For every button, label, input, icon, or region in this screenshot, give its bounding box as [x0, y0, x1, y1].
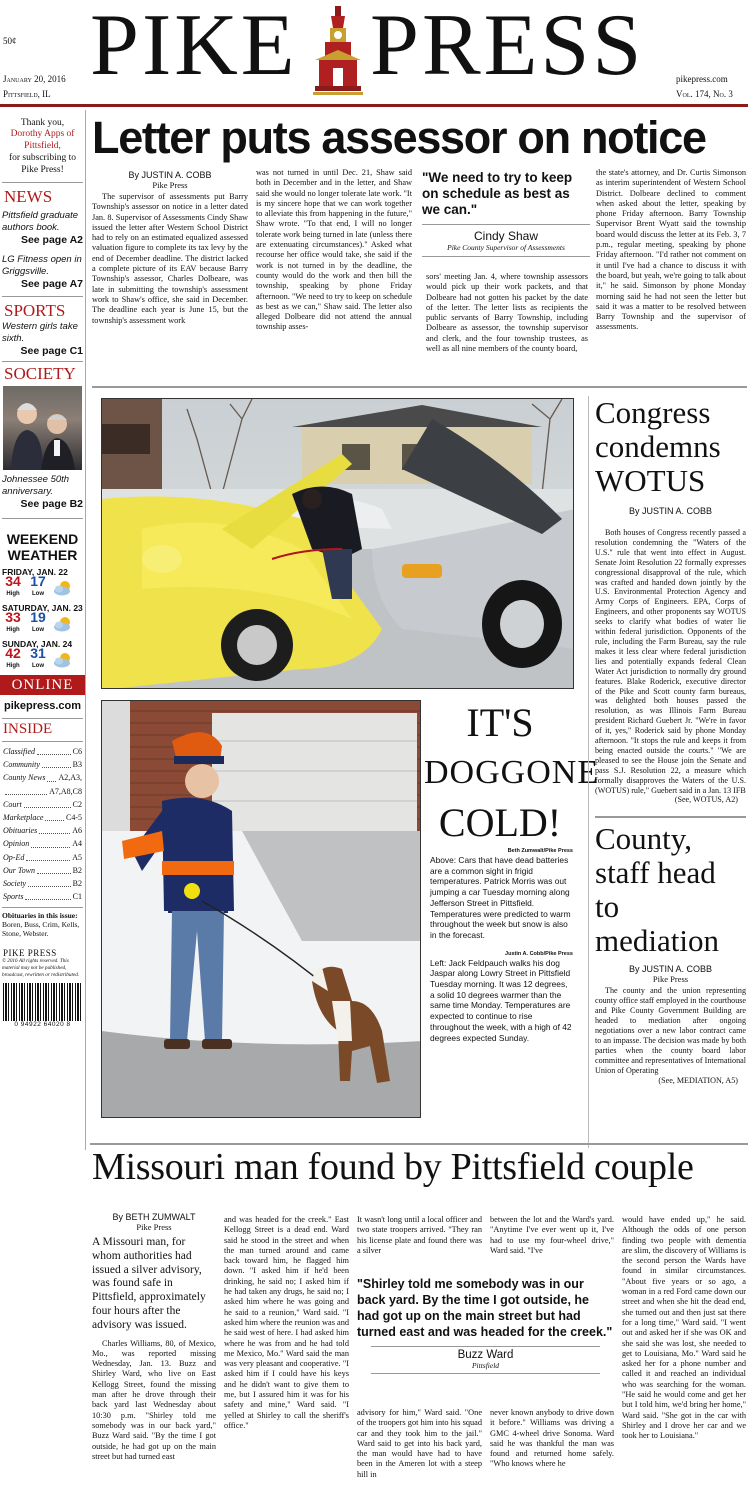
index-section: Community: [3, 760, 40, 770]
missouri-text: between the lot and the Ward's yard. "Anytime I've ever went up it, I've had to use my four-wheel drive," Ward said. "I've: [490, 1215, 614, 1255]
weather-heading-line1: WEEKEND: [6, 531, 79, 547]
index-section: Opinion: [3, 839, 30, 849]
weather-low: [27, 611, 49, 637]
sidebar: [0, 110, 86, 1150]
index-page: B2: [72, 865, 82, 875]
weather-low: [27, 647, 49, 673]
county-text: The county and the union representing county office staff employed in the courthouse and Pike County Government Building are headed to mediation after ongoing negotiations over a new labor contract came to an impasse. The decision was made by both parties when the county board labor committee and representatives of International Union of Operating: [595, 986, 746, 1075]
lead-col2: [256, 168, 412, 333]
weather-high-label: High: [6, 663, 20, 669]
index-section: Marketplace: [3, 813, 44, 823]
thanks-message: for subscribing to Pike Press!: [8, 153, 77, 175]
doggone-title-line1: IT'S: [466, 700, 534, 745]
lead-headline: Letter puts assessor on notice: [92, 112, 706, 163]
missouri-text-col1: [92, 1339, 216, 1463]
masthead-title-pike: PIKE: [90, 0, 298, 94]
congress-story: [588, 396, 746, 1148]
obits-label: Obituaries in this issue:: [2, 911, 78, 921]
county-body: [595, 986, 746, 1075]
weather-high: [2, 575, 24, 601]
weather-high: [2, 647, 24, 673]
weather-low-value: 19: [30, 609, 46, 625]
website[interactable]: pikepress.com: [676, 74, 728, 84]
weather-low-label: Low: [32, 627, 44, 633]
thanks-name: Dorothy Apps of Pittsfield,: [10, 129, 75, 151]
congress-byline: By JUSTIN A. COBB: [628, 506, 713, 516]
index-row[interactable]: [0, 758, 85, 771]
missouri-pullquote-text: "Shirley told me somebody was in our back yard. By the time I got outside, he had got up on the main street but had turned east and was headed for the creek.": [357, 1277, 613, 1339]
index-row[interactable]: [0, 824, 85, 837]
society-photo: [3, 386, 82, 470]
index-page: B2: [72, 879, 82, 889]
weather-day: SUNDAY, JAN. 24: [2, 639, 73, 649]
weather-row: [0, 573, 85, 599]
online-banner[interactable]: ONLINE: [0, 675, 85, 695]
missouri-col5: [622, 1215, 746, 1442]
sports-text: Western girls take sixth.: [2, 321, 78, 344]
news-heading: NEWS: [4, 187, 53, 206]
missouri-col4b: [490, 1408, 614, 1470]
lead-byline: By JUSTIN A. COBB: [128, 170, 212, 180]
index-page: A5: [72, 852, 82, 862]
issue-city: Pittsfield, IL: [3, 89, 51, 99]
index-section: Society: [3, 879, 27, 889]
weather-high: [2, 611, 24, 637]
index-page: B3: [72, 760, 82, 770]
index-list: [0, 745, 85, 903]
photo-caption-1: Above: Cars that have dead batteries are a common sight in frigid temperatures. Patrick Morris was out jumping a car Tuesday morning along Jefferson Street in Pittsfield. Temperatures were predicted to warm throughout the week but snow is also in the forecast.: [430, 855, 571, 940]
doggone-title-line2: DOGGONE: [424, 754, 600, 791]
barcode-number: 0 94922 64020 8: [14, 1021, 71, 1029]
index-row[interactable]: [0, 745, 85, 758]
index-row[interactable]: [0, 864, 85, 877]
missouri-pullquote-title: Pittsfield: [471, 1361, 500, 1370]
congress-jump[interactable]: (See, WOTUS, A2): [674, 795, 738, 805]
lead-text: the state's attorney, and Dr. Curtis Simonson as interim superintendent of Western School District. Dolbeare declined to comment when asked about the letter, speaking by phone Friday afternoon. Barry Township Supervisor Brent Wyatt said the township board would discuss the letter at its Feb. 3, 7 p.m., regular meeting, speaking by phone Friday afternoon. "I'd rather not comment on it until I've had a chance to discuss it with the board, but yeah, we're going to talk about it," he said. Simonson by phone Monday morning said he had not seen the letter but said it was a matter to be resolved between Barry Township and the supervisor of assessments.: [596, 168, 746, 332]
congress-body: [595, 528, 746, 795]
news-item-see[interactable]: See page A2: [20, 234, 83, 246]
small-logo: PIKE PRESS: [3, 948, 57, 959]
weather-low-value: 17: [30, 573, 46, 589]
copyright: © 2016 All rights reserved. This material may not be published, broadcast, rewritten or redistributed.: [2, 958, 80, 979]
missouri-pullquote: [357, 1276, 614, 1374]
barcode: [3, 983, 82, 1021]
county-headline: County, staff head to mediation: [595, 821, 719, 959]
partly-cloudy-icon: [52, 651, 74, 669]
online-url[interactable]: pikepress.com: [3, 700, 82, 712]
weather-high-value: 42: [5, 645, 21, 661]
missouri-text: would have ended up," he said. Although the odds of one person finding two people with dementia are slim, the discovery of Williams is the second person the Wards have found in similar circumstances. "About five years or so ago, a woman in a red Ford came down our street and when she hit the dead end, she turned out and then just sat there for a long time," Ward said. "I went out and asked her if she was OK and she said she was lost, she needed to get to Louisiana, Mo." Ward said he asked her for a phone number and called it and reached an individual who was searching for the woman. "He said he would come and get her but I told him, we'd bring her home," Ward said. "She got in the car with Shirley and I drove her car and we took her to Louisiana.": [622, 1215, 746, 1441]
partly-cloudy-icon: [52, 579, 74, 597]
index-section: Our Town: [3, 865, 35, 875]
weather-heading-line2: WEATHER: [7, 547, 78, 563]
news-item-text: LG Fitness open in Griggsville.: [2, 254, 82, 277]
news-item-see[interactable]: See page A7: [20, 278, 83, 290]
obits: [0, 908, 85, 938]
lead-text-col1: [92, 192, 248, 326]
index-section: Op-Ed: [3, 852, 25, 862]
index-row[interactable]: [0, 771, 85, 784]
lead-pullquote-title: Pike County Supervisor of Assessments: [447, 243, 565, 252]
missouri-col3b: [357, 1408, 482, 1480]
index-row[interactable]: [0, 811, 85, 824]
missouri-headline: Missouri man found by Pittsfield couple: [92, 1146, 694, 1188]
sports-see[interactable]: See page C1: [20, 345, 83, 357]
missouri-lede-text: A Missouri man, for whom authorities had issued a silver advisory, was found safe in Pittsfield, approximately four hours after the advisory was issued.: [92, 1236, 206, 1331]
thanks-line: Thank you,: [20, 118, 65, 128]
county-affil: Pike Press: [652, 974, 689, 985]
news-item-text: Pittsfield graduate authors book.: [2, 210, 79, 233]
lead-col3: [426, 272, 588, 354]
photo-credit-2: Justin A. Cobb/Pike Press: [505, 950, 573, 957]
missouri-text: Charles Williams, 80, of Mexico, Mo., was reported missing Wednesday, Jan. 13. Buzz and Shirley Ward, who live on East Kellogg Street, found the missing man after he drove through their back yard last Wednesday about 10:30 p.m. "Shirley told me somebody was in our back yard," Buzz Ward said. "By the time I got outside, he had got up on the main street but had turned east: [92, 1338, 216, 1461]
society-see[interactable]: See page B2: [20, 498, 83, 510]
courthouse-logo: [311, 4, 365, 100]
weather-low-label: Low: [32, 663, 44, 669]
lead-text: was not turned in until Dec. 21, Shaw said both in December and in the letter, and Shaw said she would no longer tolerate late work. "It is my sincere hope that we can work together to alleviate this from happening in the future," Shaw wrote. "To that end, I will no longer tolerate work being turned in late (unless there are extenuating circumstances)." Asked what recourse her office would take, she said if the work is not turned in by the deadline, the county would do the work and then bill the township, speaking by phone Friday afternoon. "We need to try to keep on schedule as best as we can," Shaw said. The letter also alleged Dolbeare did not attend the annual township asses-: [256, 168, 412, 332]
partly-cloudy-icon: [52, 615, 74, 633]
lead-affil: Pike Press: [152, 180, 188, 190]
missouri-text: It wasn't long until a local officer and two state troopers arrived. "They ran his license plate and found there was a silver: [357, 1215, 482, 1255]
weather-low: [27, 575, 49, 601]
lead-col1: [92, 170, 248, 326]
weather-high-value: 34: [5, 573, 21, 589]
weather-day: FRIDAY, JAN. 22: [2, 567, 68, 577]
missouri-col1: [92, 1212, 216, 1462]
index-row[interactable]: [0, 851, 85, 864]
index-section: County News: [3, 773, 46, 783]
index-row[interactable]: [0, 837, 85, 850]
missouri-col4: [490, 1215, 614, 1256]
lead-pullquote-text: "We need to try to keep on schedule as best as we can.": [422, 170, 573, 217]
index-page: A7,A8,C8: [49, 786, 82, 796]
weather-row: [0, 609, 85, 635]
society-heading: SOCIETY: [4, 364, 76, 383]
weather-day: SATURDAY, JAN. 23: [2, 603, 83, 613]
photo-caption-2: Left: Jack Feldpauch walks his dog Jaspar along Lowry Street in Pittsfield Tuesday morning. It was 12 degrees, a solid 10 degrees warmer than the same time Monday. Temperatures are expected to continue to rise throughout the week, with a high of 42 degrees expected Sunday.: [430, 957, 572, 1043]
index-page: A4: [72, 839, 82, 849]
photo-credit-1: Beth Zumwalt/Pike Press: [507, 848, 573, 854]
obits-names: Boren, Buss, Crim, Kells, Stone, Webster.: [2, 920, 80, 939]
index-row[interactable]: [0, 798, 85, 811]
index-page: C1: [72, 892, 82, 902]
society-text: Johnessee 50th anniversary.: [2, 474, 70, 497]
index-page: A6: [72, 826, 82, 836]
lead-pullquote-name: Cindy Shaw: [473, 229, 539, 243]
county-byline: By JUSTIN A. COBB: [628, 964, 713, 975]
lead-pullquote: [422, 170, 590, 257]
doggone-title-line3: COLD!: [438, 800, 562, 845]
county-jump[interactable]: (See, MEDIATION, A5): [658, 1075, 738, 1085]
weather-row: [0, 645, 85, 671]
index-row[interactable]: [0, 877, 85, 890]
masthead: [0, 0, 748, 108]
photo-dog-walk: [101, 700, 421, 1118]
photo-captions: [430, 848, 573, 1043]
lead-text: The supervisor of assessments put Barry Township's assessor on notice in a letter dated Jan. 8. Supervisor of Assessments Cindy Shaw issued the letter after Western School District had to rely on an estimated equalized assessed valuation figure to complete its tax levy by the end of December deadline. The district lacked a complete picture of its EAV because Barry Township's assessor, Charles Dolbeare, was late in submitting the township's assessment work to Shaw's office, she said in December. The deadline each year is June 15, but the township's assessment work: [92, 192, 248, 325]
index-page: C6: [72, 747, 82, 756]
sports-heading: SPORTS: [4, 301, 66, 320]
lead-col4: [596, 168, 746, 333]
photo-car-jump: [101, 398, 574, 689]
weather-high-label: High: [6, 591, 20, 597]
index-section: Classified: [3, 747, 36, 756]
issue-date: January 20, 2016: [3, 74, 66, 84]
weather-high-value: 33: [5, 609, 21, 625]
index-page: A2,A3,: [58, 773, 82, 783]
congress-text: Both houses of Congress recently passed a resolution condemning the "Waters of the U.S." rule that went into effect in August. Senate Joint Resolution 22 formally expresses congressional disapproval of the rule, which was crafted and handed down jointly by the U.S. Environmental Protection Agency and Army Corps of Engineers. EPA, Corps of Engineers, and other proponents say WOTUS seeks to clarify what bodies of water lie within federal jurisdiction. Opponents of the rule, including the Farm Bureau, say the rule makes it less clear where federal jurisdiction lies and potentially expands federal Clean Water Act jurisdiction to normally dry ground features. Blake Roderick, executive director of the Pike and Scott county farm bureaus, was delighted both houses passed the resolution, as was Illinois Farm Bureau president Richard Guebert Jr. "We're in favor of it, yes," Roderick said by phone Monday afternoon. "It stops the rule and keeps it from being enacted outside the courts." "We are pleased to see the House join the Senate and pass S.J. Resolution 22, a measure which formally disapproves the Waters of the U.S. (WOTUS) rule," Guebert said in a Jan. 13 IFB: [595, 528, 746, 795]
missouri-affil: Pike Press: [136, 1222, 172, 1232]
price: 50¢: [3, 36, 17, 46]
missouri-pullquote-name: Buzz Ward: [457, 1349, 514, 1361]
masthead-rule: [0, 104, 748, 107]
index-page: C2: [72, 799, 82, 809]
index-row[interactable]: [0, 890, 85, 903]
lead-divider: [92, 386, 747, 388]
index-page: C4-5: [66, 813, 82, 823]
weather-low-label: Low: [32, 591, 44, 597]
weather-high-label: High: [6, 627, 20, 633]
missouri-lede: [92, 1236, 216, 1333]
missouri-text: and was headed for the creek." East Kellogg Street is a dead end. Ward said he stood in the street and when the man turned around and came back toward him, he flagged him down. "I asked him if he'd been drinking, he said no; I asked him if he had taken any drugs, he said no; I asked him where he was going and he said to a reunion," Ward said. "I asked him where the reunion was and he said west of here. I had asked him where he was from and he had told me Mexico, Mo." Ward said the man was very pleasant and cooperative. "I asked him if I could have his keys and he didn't want to give them to me, but I assured him it was for his safety and mine," Ward said. "I yelled at Shirley to call the sheriff's office.": [224, 1215, 349, 1430]
weather-low-value: 31: [30, 645, 46, 661]
inside-heading: INSIDE: [3, 721, 53, 737]
missouri-col3: [357, 1215, 482, 1256]
congress-headline: Congress condemns WOTUS: [595, 395, 721, 498]
missouri-text: advisory for him," Ward said. "One of the troopers got him into his squad car and they took him to the jail." Ward said to get into his back yard, the man would have had to have been in the Ameren lot with a steep hill in: [357, 1408, 482, 1479]
missouri-text: never known anybody to drive down it before." Williams was driving a GMC 4-wheel drive Sonoma. Ward said he was thankful the man was found and returned home safely. "Who knows where he: [490, 1408, 614, 1469]
weather-heading: [0, 531, 85, 563]
index-section: Obituaries: [3, 826, 38, 836]
index-section: Court: [3, 799, 22, 809]
missouri-byline: By BETH ZUMWALT: [112, 1212, 196, 1222]
masthead-title-press: PRESS: [370, 0, 645, 94]
missouri-col2: [224, 1215, 349, 1431]
doggone-title: [424, 698, 600, 848]
index-section: Sports: [3, 892, 24, 902]
weather-list: [0, 567, 85, 671]
lead-text: sors' meeting Jan. 4, where township assessors would pick up their work packets, and that Dolbeare had not gotten his packet by the date of the letter. The letter lists as recipients the public servants of Barry Township, including Dolbeare as assessor, the township supervisor and clerk, and the four township trustees, as well as all nine members of the county board,: [426, 272, 588, 354]
volume: Vol. 174, No. 3: [676, 89, 733, 99]
index-row[interactable]: [0, 785, 85, 798]
